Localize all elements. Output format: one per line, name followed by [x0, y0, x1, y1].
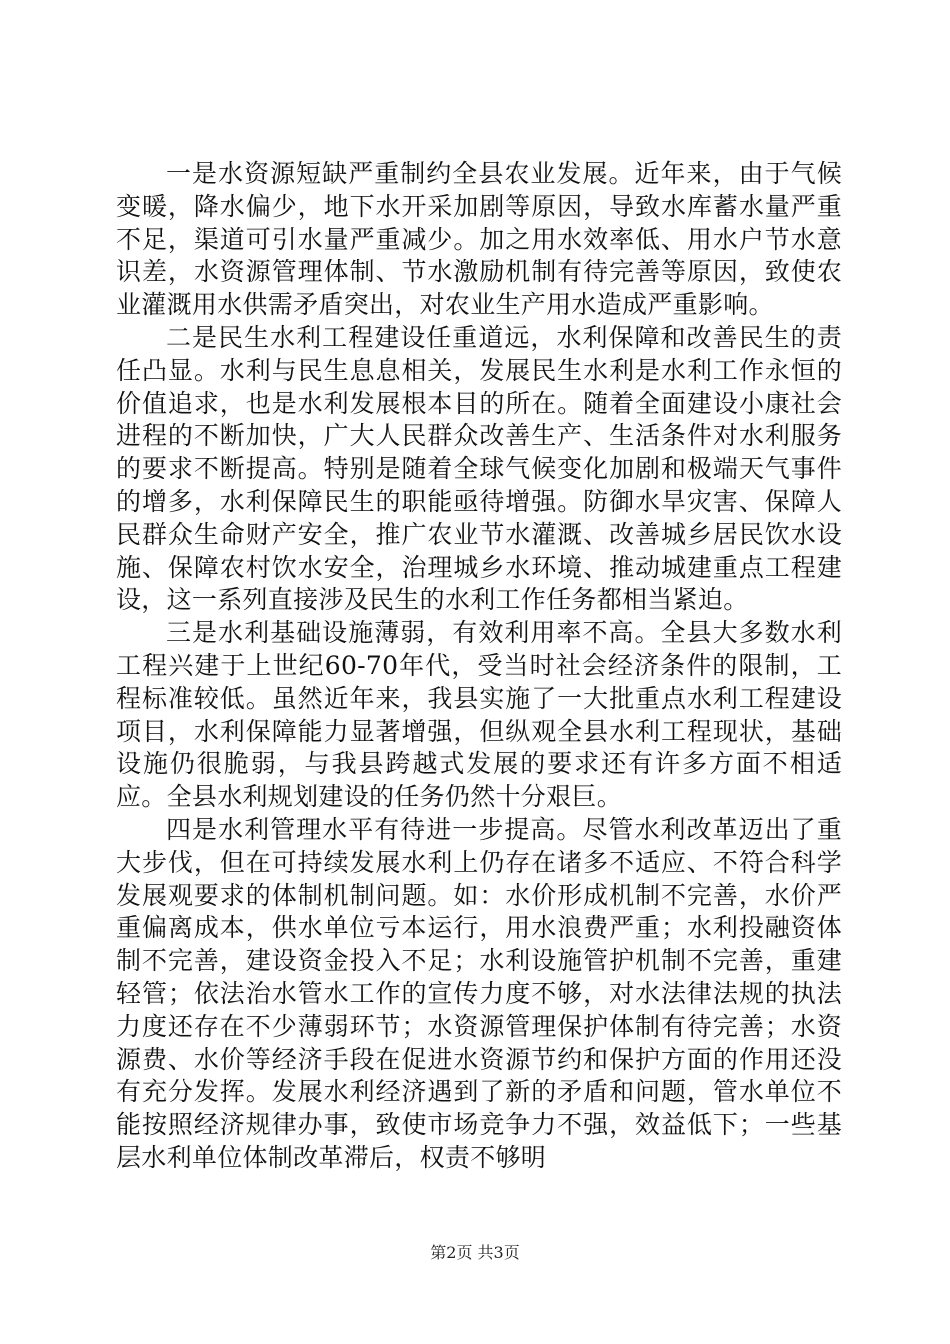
document-body: [116, 158, 842, 1175]
paragraph-management: 四是水利管理水平有待进一步提高。尽管水利改革迈出了重大步伐，但在可持续发展水利上仍存在诸多不适应、不符合科学发展观要求的体制机制问题。如：水价形成机制不完善，水价严重偏离成本，供水单位亏本运行，用水浪费严重；水利投融资体制不完善，建设资金投入不足；水利设施管护机制不完善，重建轻管；依法治水管水工作的宣传力度不够，对水法律法规的执法力度还存在不少薄弱环节；水资源管理保护体制有待完善；水资源费、水价等经济手段在促进水资源节约和保护方面的作用还没有充分发挥。发展水利经济遇到了新的矛盾和问题，管水单位不能按照经济规律办事，致使市场竞争力不强，效益低下；一些基层水利单位体制改革滞后，权责不够明: [116, 814, 842, 1172]
paragraph-infrastructure: 三是水利基础设施薄弱，有效利用率不高。全县大多数水利工程兴建于上世纪60-70年代，受当时社会经济条件的限制，工程标准较低。虽然近年来，我县实施了一大批重点水利工程建设项目，水利保障能力显著增强，但纵观全县水利工程现状，基础设施仍很脆弱，与我县跨越式发展的要求还有许多方面不相适应。全县水利规划建设的任务仍然十分艰巨。: [116, 618, 842, 812]
page-footer: 第2页 共3页: [430, 1243, 520, 1262]
paragraph-water-shortage: 一是水资源短缺严重制约全县农业发展。近年来，由于气候变暖，降水偏少，地下水开采加剧等原因，导致水库蓄水量严重不足，渠道可引水量严重减少。加之用水效率低、用水户节水意识差，水资源管理体制、节水激励机制有待完善等原因，致使农业灌溉用水供需矛盾突出，对农业生产用水造成严重影响。: [116, 159, 842, 320]
paragraph-livelihood-projects: 二是民生水利工程建设任重道远，水利保障和改善民生的责任凸显。水利与民生息息相关，发展民生水利是水利工作永恒的价值追求，也是水利发展根本目的所在。随着全面建设小康社会进程的不断加快，广大人民群众改善生产、生活条件对水利服务的要求不断提高。特别是随着全球气候变化加剧和极端天气事件的增多，水利保障民生的职能亟待增强。防御水旱灾害、保障人民群众生命财产安全，推广农业节水灌溉、改善城乡居民饮水设施、保障农村饮水安全，治理城乡水环境、推动城建重点工程建设，这一系列直接涉及民生的水利工作任务都相当紧迫。: [116, 322, 842, 615]
